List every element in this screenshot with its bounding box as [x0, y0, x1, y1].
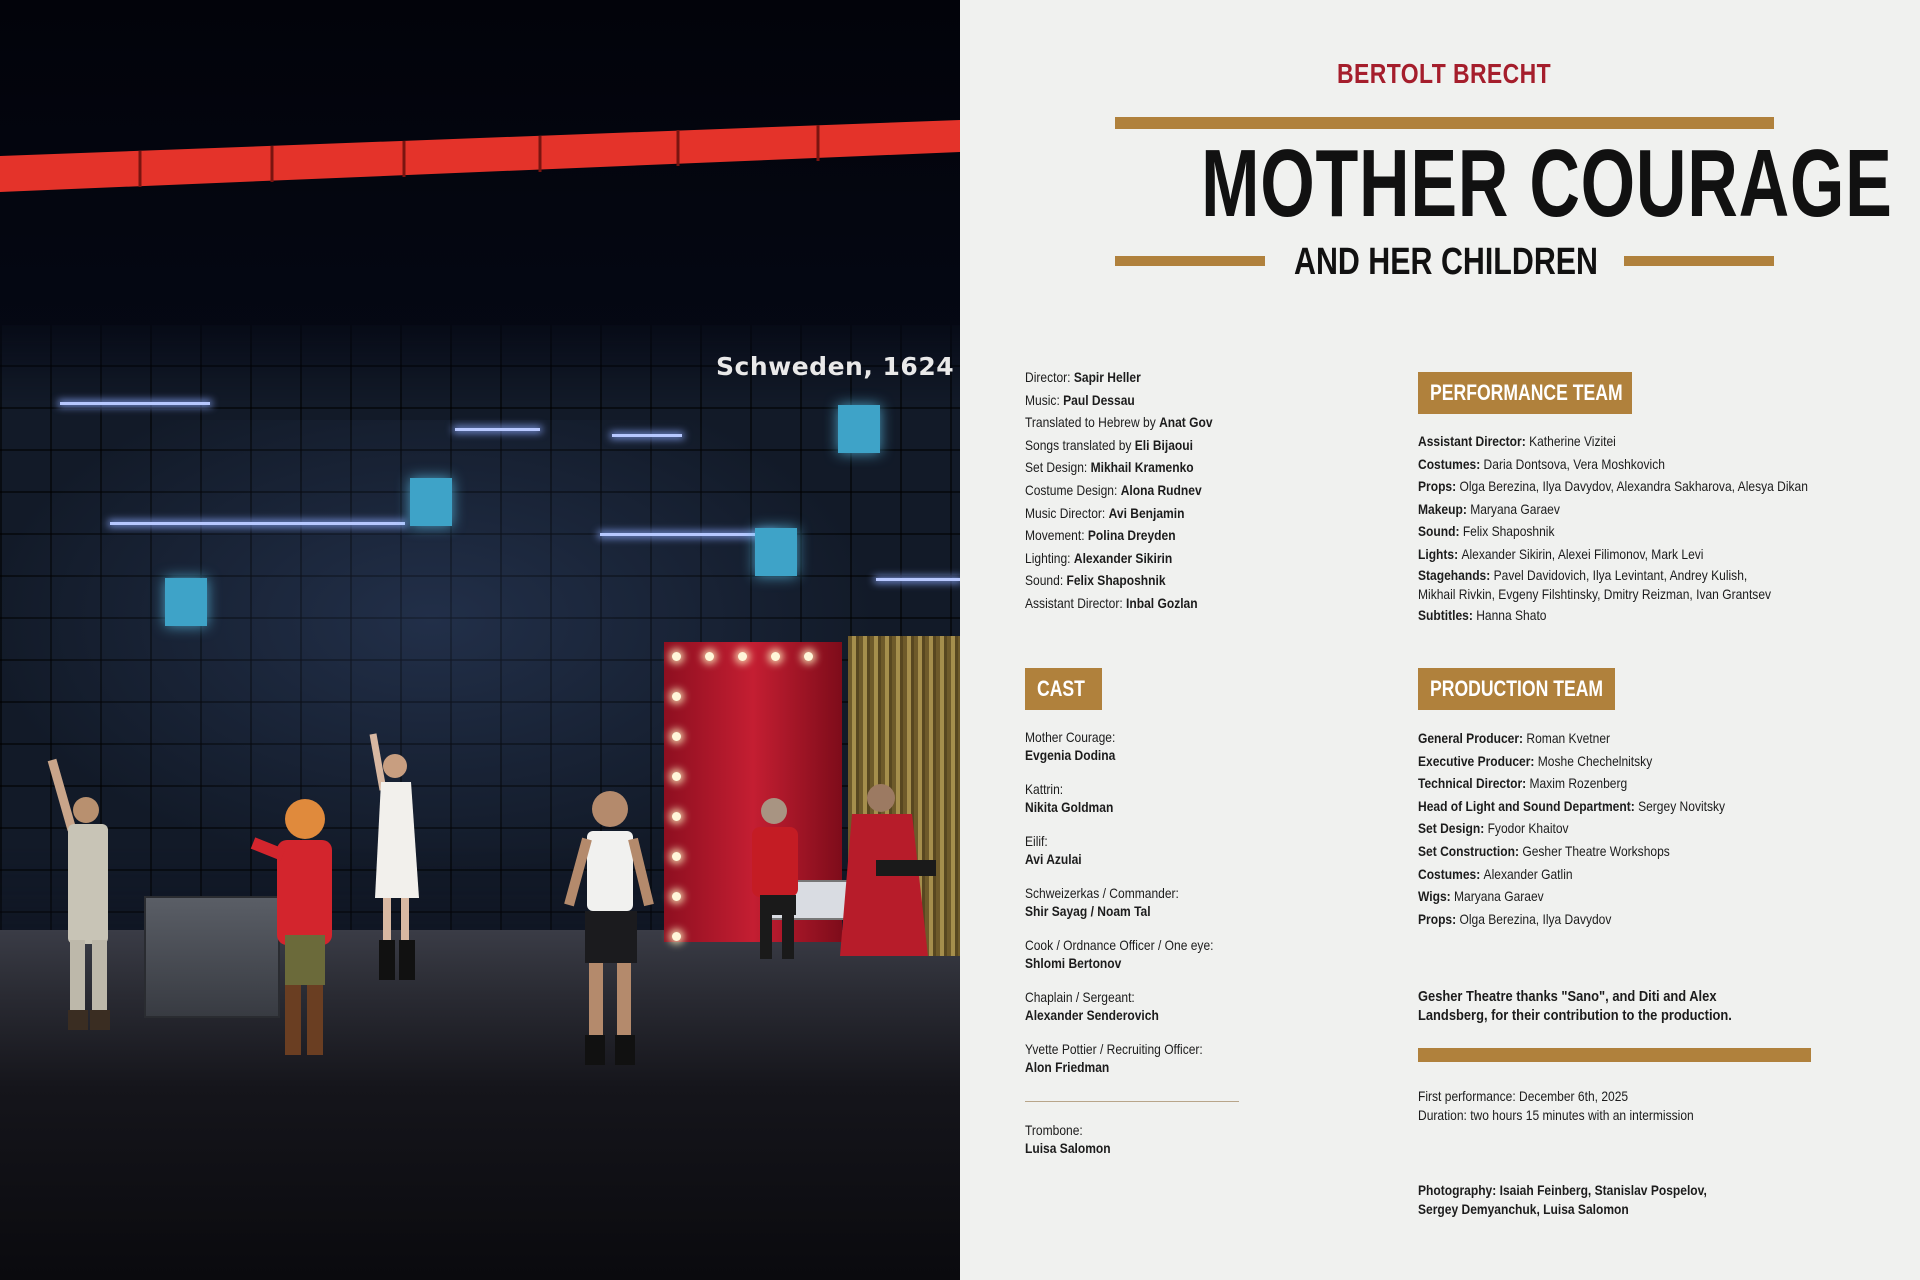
thanks-line: Gesher Theatre thanks "Sano", and Diti and Alex — [1418, 988, 1717, 1005]
lit-wall-panel — [838, 405, 880, 453]
production-team-list — [1418, 727, 1775, 930]
credit-line: Costume Design: Alona Rudnev — [1025, 481, 1202, 498]
marquee-bulb — [804, 652, 813, 661]
duration: Duration: two hours 15 minutes with an intermission — [1418, 1107, 1694, 1123]
marquee-bulb — [672, 652, 681, 661]
marquee-bulb — [738, 652, 747, 661]
team-line: Set Construction: Gesher Theatre Workshops — [1418, 842, 1670, 859]
performer-figure — [836, 780, 946, 970]
marquee-bulb — [672, 772, 681, 781]
cast-divider — [1025, 1101, 1239, 1102]
marquee-bulb — [672, 692, 681, 701]
lit-wall-panel — [410, 478, 452, 526]
cast-entry: Schweizerkas / Commander: Shir Sayag / Noam Tal — [1025, 885, 1179, 919]
play-subtitle: AND HER CHILDREN — [1294, 241, 1598, 283]
first-performance: First performance: December 6th, 2025 — [1418, 1088, 1629, 1104]
wall-light-strip — [876, 578, 960, 581]
marquee-bulb — [771, 652, 780, 661]
trombone-role: Trombone: — [1025, 1122, 1083, 1138]
cast-entry: Cook / Ordnance Officer / One eye: Shlomi Bertonov — [1025, 937, 1214, 971]
trombone-credit — [1025, 1121, 1125, 1157]
performer-figure — [245, 795, 355, 1065]
credit-line: Movement: Polina Dreyden — [1025, 527, 1176, 544]
team-line: Costumes: Alexander Gatlin — [1418, 865, 1573, 882]
credit-line: Lighting: Alexander Sikirin — [1025, 549, 1173, 566]
team-line: Head of Light and Sound Department: Sergey Novitsky — [1418, 797, 1726, 814]
credit-line: Set Design: Mikhail Kramenko — [1025, 459, 1194, 476]
wall-light-strip — [60, 402, 210, 405]
marquee-bulb — [672, 852, 681, 861]
gold-rule-top — [1115, 117, 1774, 129]
production-team-heading: PRODUCTION TEAM — [1418, 668, 1615, 710]
lit-wall-panel — [755, 528, 797, 576]
thanks-note — [1418, 987, 1783, 1025]
team-line: Makeup: Maryana Garaev — [1418, 500, 1560, 517]
cast-heading: CAST — [1025, 668, 1102, 710]
trombone-player: Luisa Salomon — [1025, 1140, 1111, 1156]
author-name: BERTOLT BRECHT — [1337, 58, 1552, 89]
team-line: Costumes: Daria Dontsova, Vera Moshkovich — [1418, 455, 1665, 472]
cast-list — [1025, 728, 1244, 1092]
wall-light-strip — [600, 533, 775, 536]
performer-figure — [555, 785, 665, 1075]
team-line: Sound: Felix Shaposhnik — [1418, 523, 1555, 540]
gold-rule-left — [1115, 256, 1265, 266]
creative-credits — [1025, 366, 1243, 615]
cast-entry: Kattrin: Nikita Goldman — [1025, 781, 1114, 815]
team-line: Technical Director: Maxim Rozenberg — [1418, 775, 1628, 792]
cast-entry: Yvette Pottier / Recruiting Officer: Alon Friedman — [1025, 1041, 1203, 1075]
credit-line: Assistant Director: Inbal Gozlan — [1025, 594, 1198, 611]
photography-line: Photography: Isaiah Feinberg, Stanislav Pospelov, — [1418, 1182, 1707, 1198]
cast-entry: Chaplain / Sergeant: Alexander Senderovich — [1025, 989, 1159, 1023]
marquee-bulb — [672, 932, 681, 941]
marquee-bulb — [672, 812, 681, 821]
team-line: Set Design: Fyodor Khaitov — [1418, 820, 1569, 837]
marquee-bulb — [672, 732, 681, 741]
team-line: Props: Olga Berezina, Ilya Davydov, Alexandra Sakharova, Alesya Dikan — [1418, 478, 1808, 495]
performance-team-list — [1418, 430, 1871, 626]
performer-figure — [730, 795, 820, 965]
marquee-bulb — [705, 652, 714, 661]
gold-rule-right — [1624, 256, 1774, 266]
cast-entry: Mother Courage: Evgenia Dodina — [1025, 729, 1116, 763]
team-line: Wigs: Maryana Garaev — [1418, 888, 1544, 905]
performer-figure — [40, 740, 140, 1040]
team-line: Mikhail Rivkin, Evgeny Filshtinsky, Dmitry Reizman, Ivan Grantsev — [1418, 585, 1772, 602]
team-line: Executive Producer: Moshe Chechelnitsky — [1418, 752, 1653, 769]
credit-line: Sound: Felix Shaposhnik — [1025, 572, 1166, 589]
wall-light-strip — [455, 428, 540, 431]
team-line: Props: Olga Berezina, Ilya Davydov — [1418, 910, 1612, 927]
team-line: Subtitles: Hanna Shato — [1418, 606, 1547, 623]
stage-sign: Schweden, 1624 — [716, 352, 955, 381]
performance-team-heading: PERFORMANCE TEAM — [1418, 372, 1632, 414]
team-line: General Producer: Roman Kvetner — [1418, 730, 1611, 746]
photography-credit — [1418, 1181, 1754, 1219]
lit-wall-panel — [165, 578, 207, 626]
wall-light-strip — [110, 522, 405, 525]
credit-line: Songs translated by Eli Bijaoui — [1025, 436, 1193, 453]
credit-line: Director: Sapir Heller — [1025, 369, 1141, 385]
thanks-line: Landsberg, for their contribution to the production. — [1418, 1007, 1732, 1024]
team-line: Stagehands: Pavel Davidovich, Ilya Levintant, Andrey Kulish, — [1418, 566, 1748, 583]
performer-figure — [355, 720, 435, 990]
credit-line: Translated to Hebrew by Anat Gov — [1025, 414, 1213, 431]
wall-light-strip — [612, 434, 682, 437]
credit-line: Music: Paul Dessau — [1025, 391, 1135, 408]
cast-entry: Eilif: Avi Azulai — [1025, 833, 1082, 867]
credit-line: Music Director: Avi Benjamin — [1025, 504, 1185, 521]
red-light-bar — [0, 118, 960, 194]
marquee-bulb — [672, 892, 681, 901]
gold-rule-bottom — [1418, 1048, 1811, 1062]
team-line: Assistant Director: Katherine Vizitei — [1418, 433, 1616, 449]
team-line: Lights: Alexander Sikirin, Alexei Filimonov, Mark Levi — [1418, 545, 1704, 562]
play-title: MOTHER COURAGE — [1201, 130, 1893, 237]
photography-line: Sergey Demyanchuk, Luisa Salomon — [1418, 1201, 1629, 1217]
performance-info — [1418, 1087, 1739, 1125]
